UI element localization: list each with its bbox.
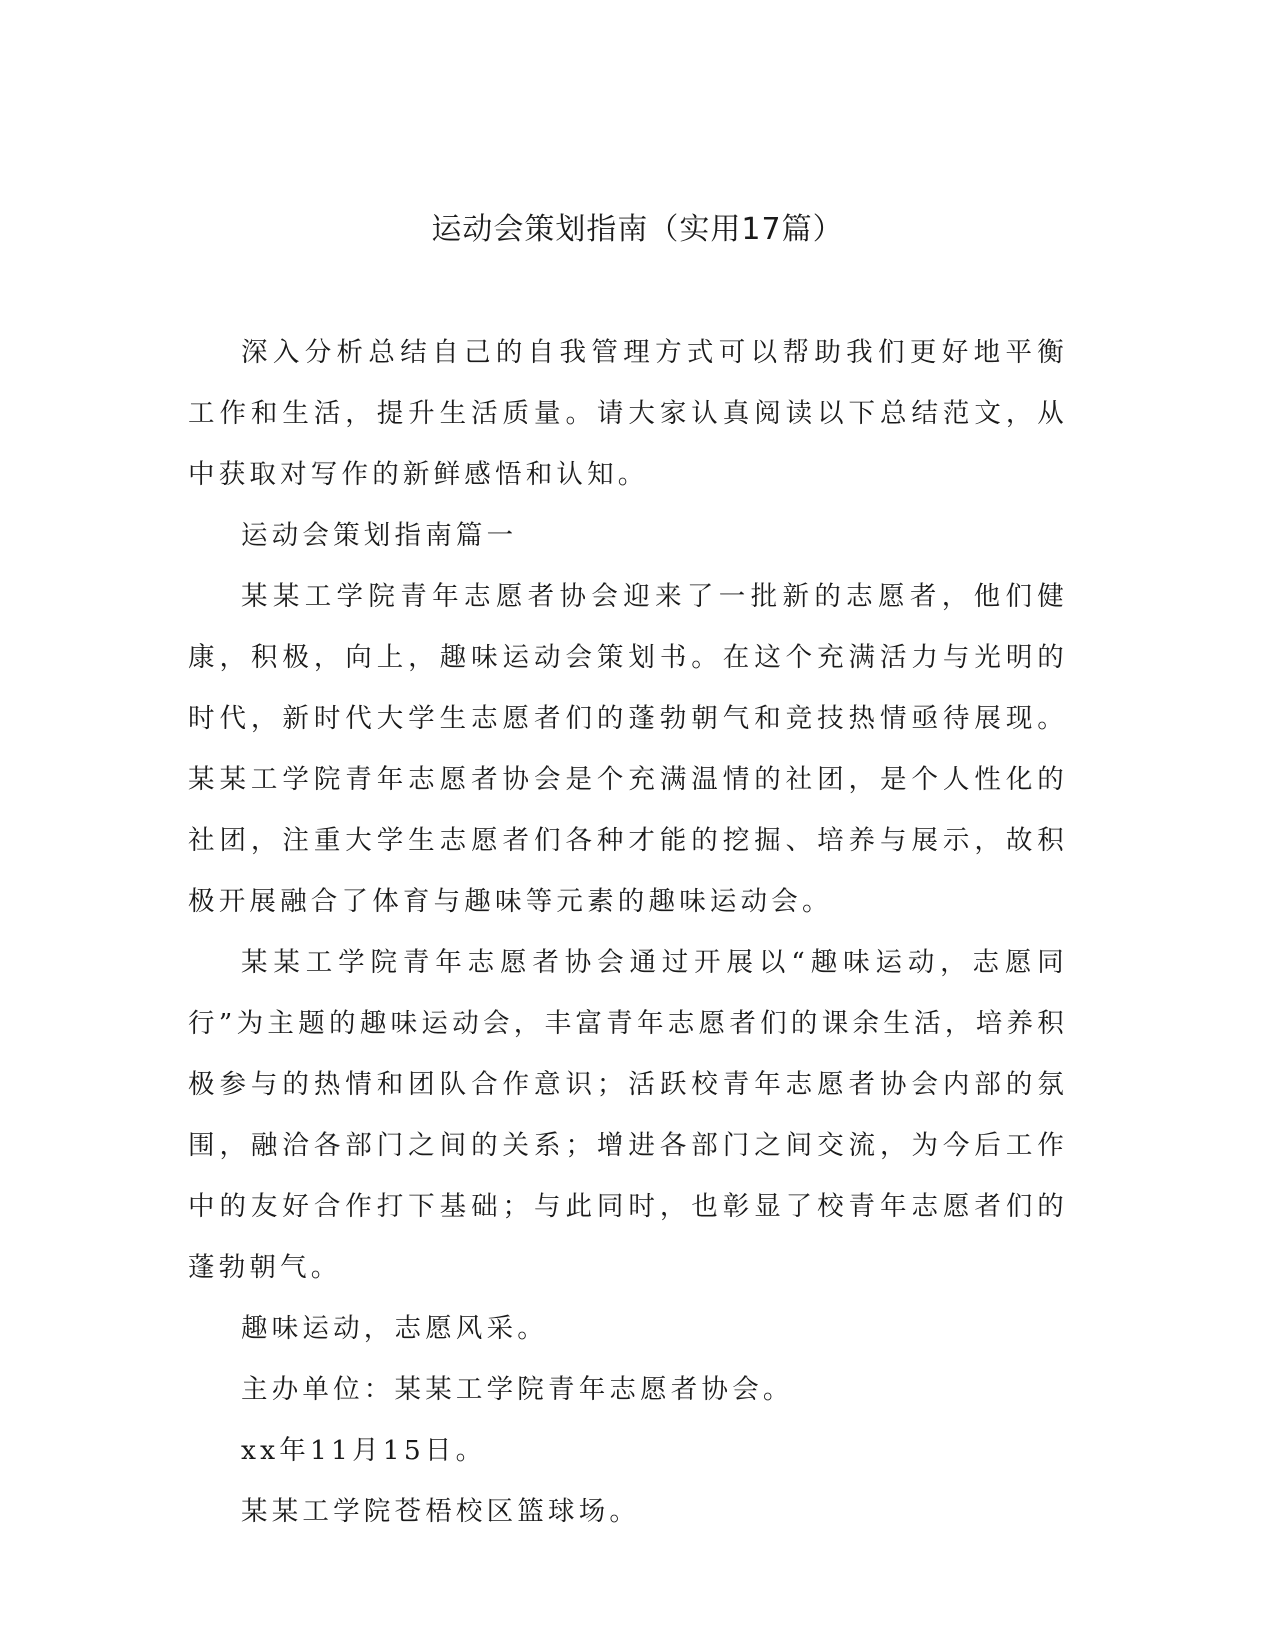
organizer-line: 主办单位：某某工学院青年志愿者协会。 <box>241 1374 794 1405</box>
document-body <box>188 322 1068 1542</box>
intro-paragraph: 深入分析总结自己的自我管理方式可以帮助我们更好地平衡工作和生活，提升生活质量。请大家认真阅读以下总结范文，从中获取对写作的新鲜感悟和认知。 <box>188 337 1068 490</box>
body-paragraph: 某某工学院青年志愿者协会通过开展以“趣味运动，志愿同行”为主题的趣味运动会，丰富青年志愿者们的课余生活，培养积极参与的热情和团队合作意识；活跃校青年志愿者协会内部的氛围，融洽各部门之间的关系；增进各部门之间交流，为今后工作中的友好合作打下基础；与此同时，也彰显了校青年志愿者们的蓬勃朝气。 <box>188 947 1068 1283</box>
theme-line: 趣味运动，志愿风采。 <box>241 1313 548 1344</box>
section-heading: 运动会策划指南篇一 <box>241 520 518 551</box>
body-paragraph: 某某工学院青年志愿者协会迎来了一批新的志愿者，他们健康，积极，向上，趣味运动会策划书。在这个充满活力与光明的时代，新时代大学生志愿者们的蓬勃朝气和竞技热情亟待展现。某某工学院青年志愿者协会是个充满温情的社团，是个人性化的社团，注重大学生志愿者们各种才能的挖掘、培养与展示，故积极开展融合了体育与趣味等元素的趣味运动会。 <box>188 581 1068 917</box>
document-title: 运动会策划指南（实用17篇） <box>431 212 844 247</box>
date-line: xx年11月15日。 <box>241 1435 487 1466</box>
venue-line: 某某工学院苍梧校区篮球场。 <box>241 1496 641 1527</box>
